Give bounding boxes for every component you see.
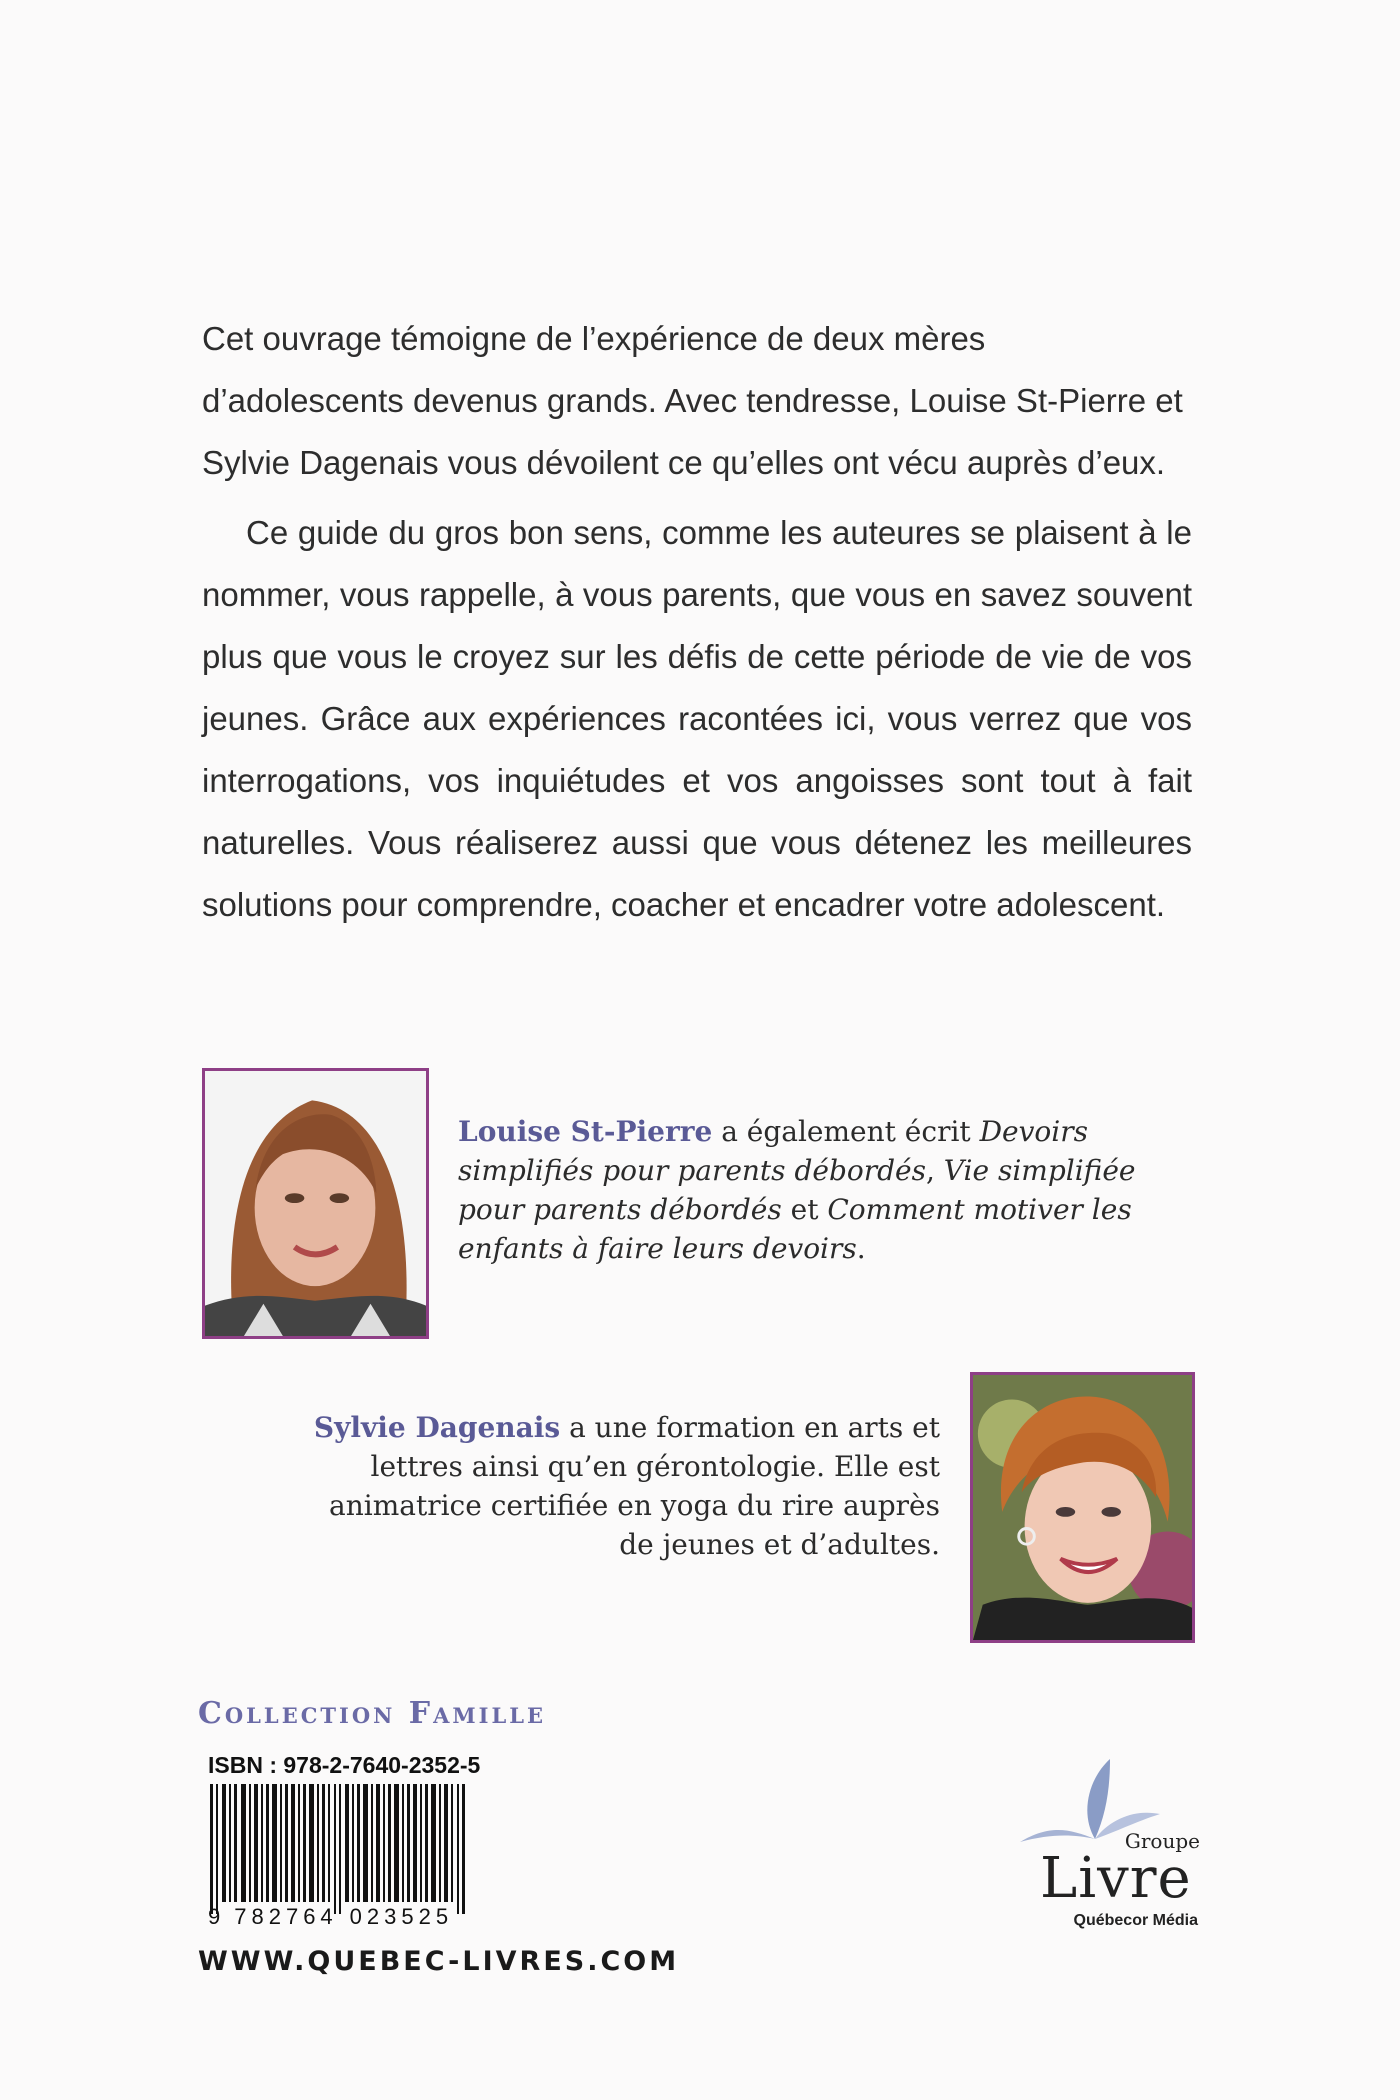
author-name-sylvie: Sylvie Dagenais <box>313 1411 561 1444</box>
author-photo-sylvie <box>970 1372 1195 1643</box>
logo-media-text: Québecor Média <box>1073 1912 1198 1929</box>
barcode-digits-left: 782764 <box>234 1904 338 1929</box>
logo-livre-text: Livre <box>1040 1846 1192 1911</box>
intro-paragraph-2: Ce guide du gros bon sens, comme les auteures se plaisent à le nommer, vous rappelle, à vous parents, que vous en savez souvent plus que vous le croyez sur les défis de cette période de vie de vos jeunes. Grâce aux expériences racontées ici, vous verrez que vos interrogations, vos inquiétudes et vos angoisses sont tout à fait naturelles. Vous réaliserez aussi que vous détenez les meilleures solutions pour comprendre, coacher et encadrer votre adolescent. <box>202 514 1192 923</box>
book-title-1: Devoirs simplifiés pour parents débordés <box>458 1115 1088 1187</box>
publisher-logo <box>1010 1754 1200 1929</box>
intro-paragraph-1: Cet ouvrage témoigne de l’expérience de deux mères d’adolescents devenus grands. Avec tendresse, Louise St-Pierre et Sylvie Dagenais vous dévoilent ce qu’elles ont vécu auprès d’eux. <box>202 320 1183 481</box>
author-name-louise: Louise St-Pierre <box>458 1115 713 1148</box>
barcode-digits-right: 023525 <box>349 1904 454 1929</box>
author-bio-sylvie: Sylvie Dagenais a une formation en arts et lettres ainsi qu’en gérontologie. Elle est animatrice certifiée en yoga du rire auprès de jeunes et d’adultes. <box>313 1411 940 1561</box>
author-photo-louise <box>202 1068 429 1339</box>
isbn-text: ISBN : 978-2-7640-2352-5 <box>208 1752 481 1778</box>
intro-text <box>202 308 1192 944</box>
barcode-digits <box>208 1904 472 1930</box>
book-title-2: Vie simplifiée pour parents débordés <box>458 1154 1136 1226</box>
barcode-digit-first: 9 <box>208 1904 221 1929</box>
barcode-image <box>210 1784 470 1914</box>
book-title-3: Comment motiver les enfants à faire leurs devoirs <box>458 1193 1132 1265</box>
logo-groupe-text: Groupe <box>1124 1829 1200 1853</box>
collection-label: Collection Famille <box>198 1696 547 1731</box>
author-bio-louise: Louise St-Pierre a également écrit Devoirs simplifiés pour parents débordés, Vie simplifiée pour parents débordés et Comment motiver les enfants à faire leurs devoirs. <box>458 1115 1136 1265</box>
website-link[interactable]: WWW.QUEBEC-LIVRES.COM <box>198 1946 680 1977</box>
